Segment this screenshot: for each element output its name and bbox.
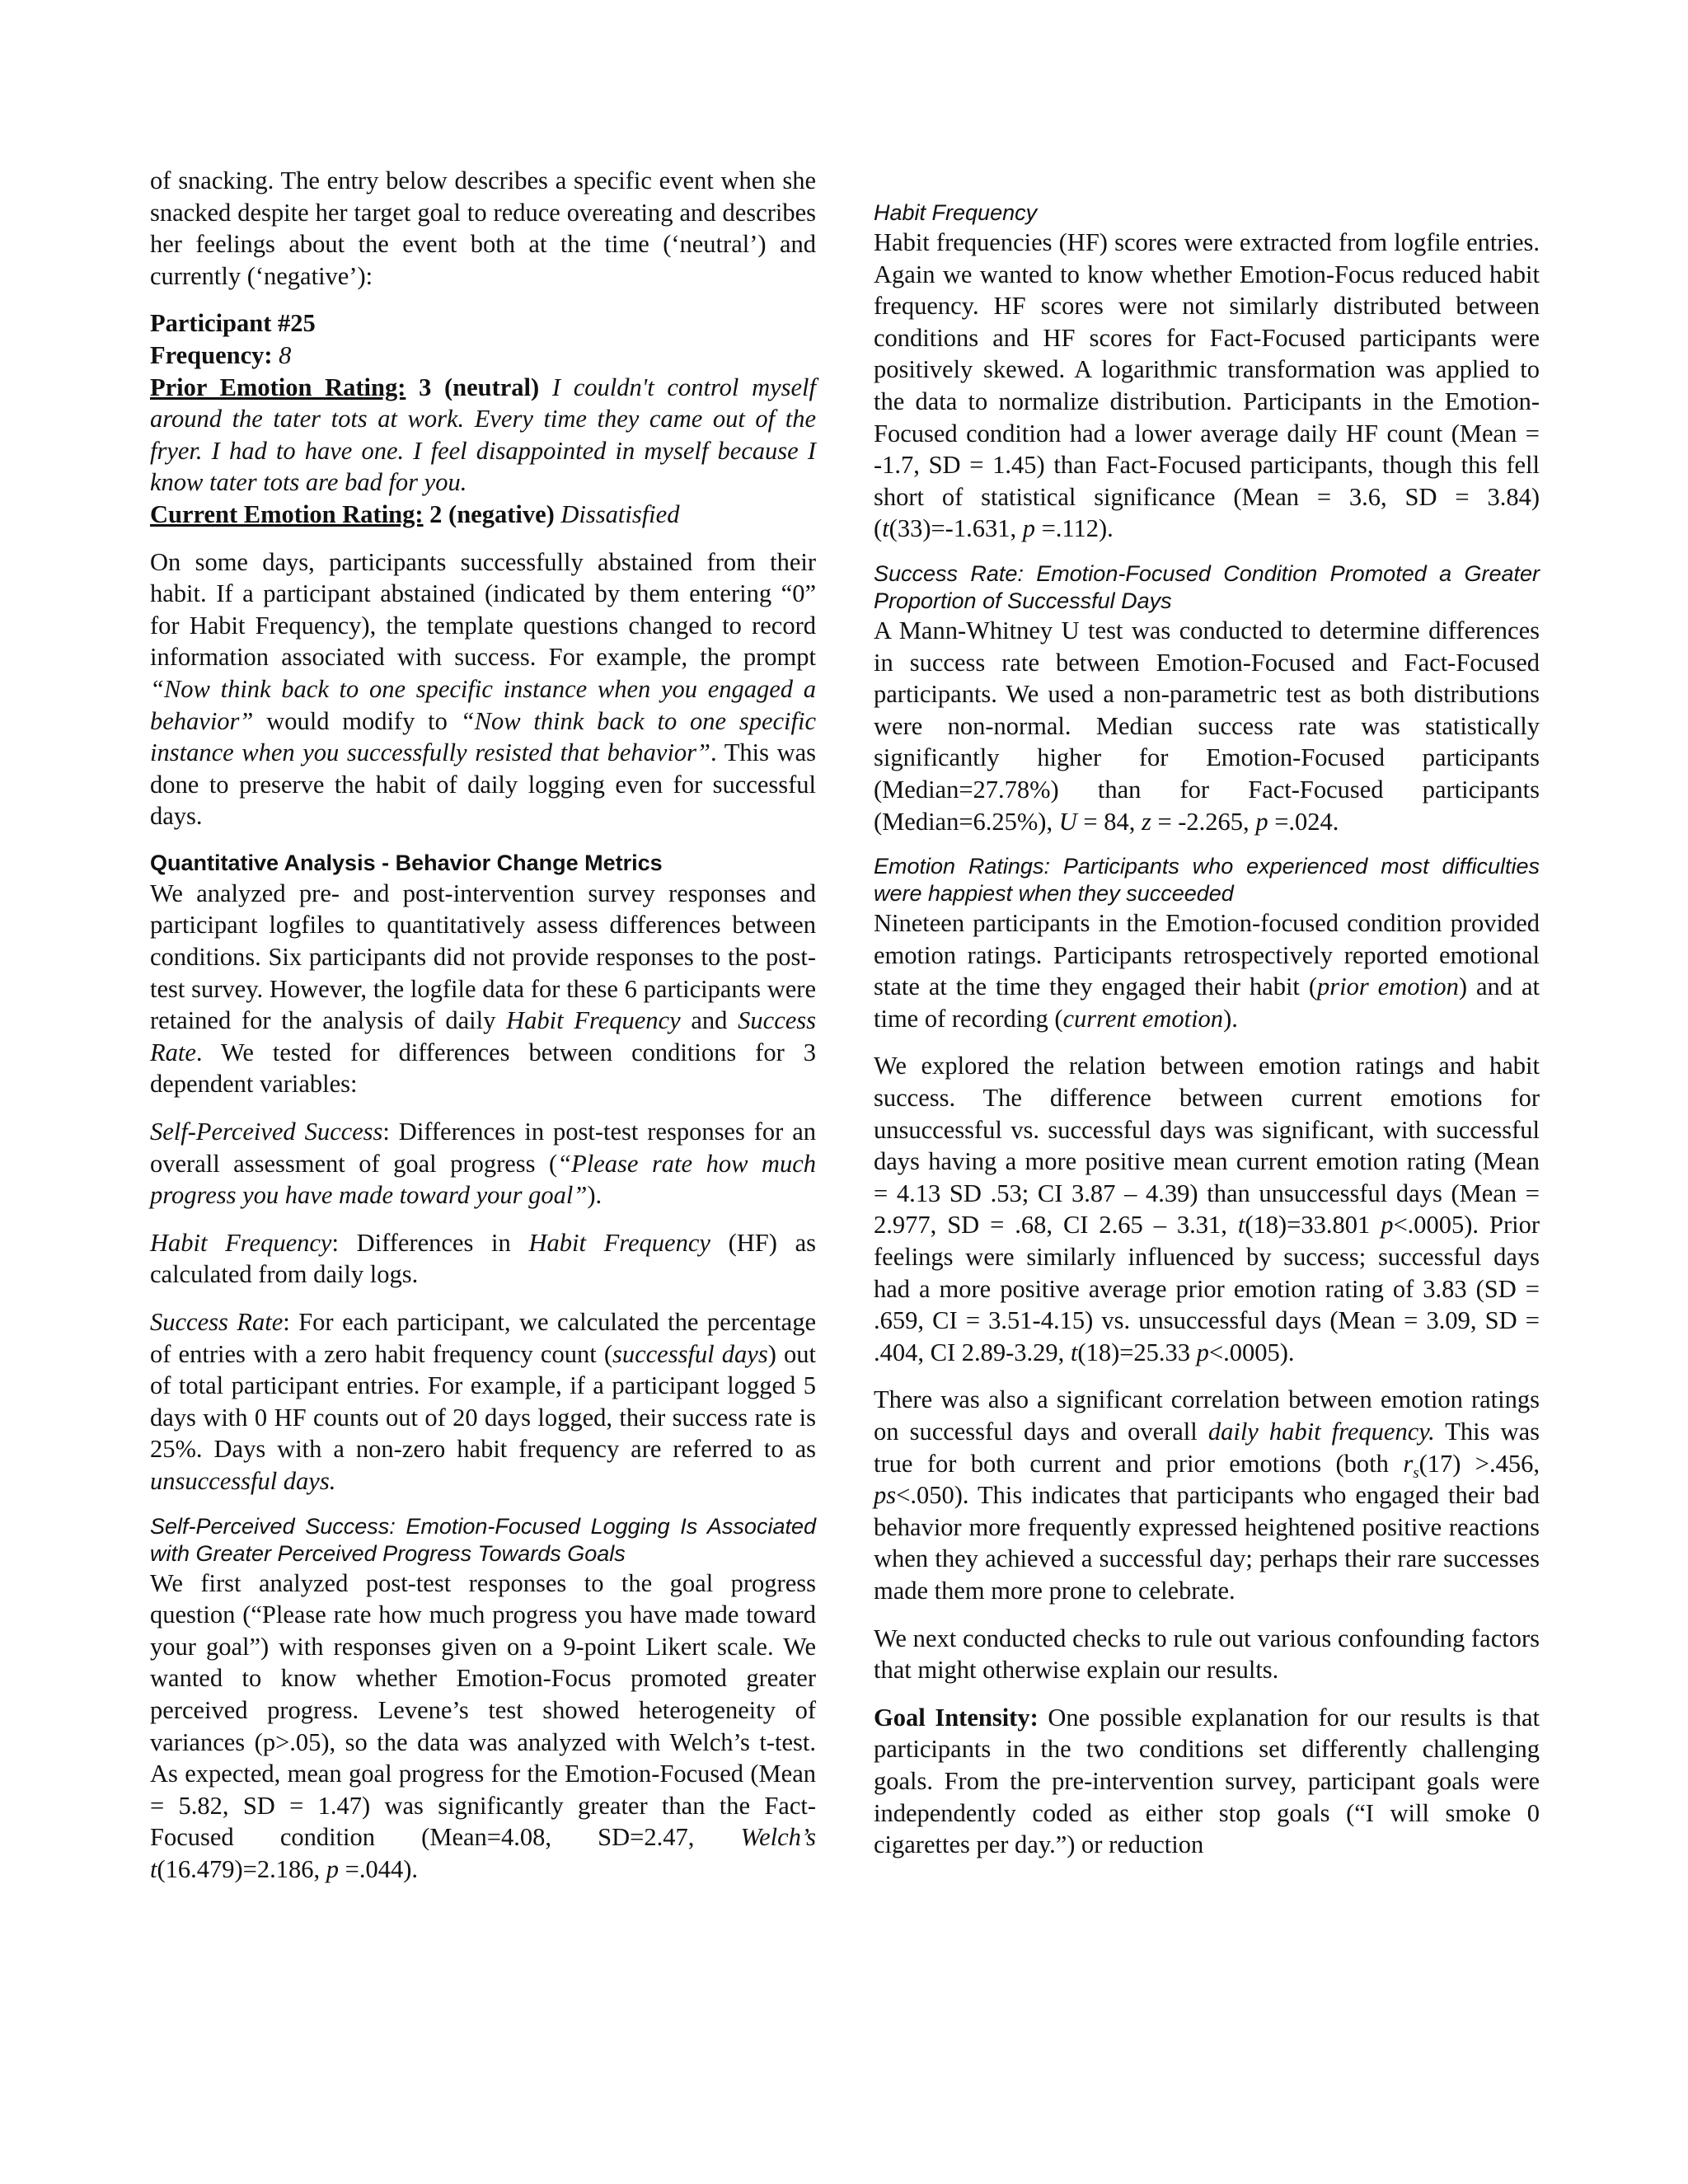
paragraph-abstain: On some days, participants successfully abstained from their habit. If a participant abstained (indicated by them entering “0” for Habit Frequency), the template questions changed to record information associated with success. For example, the prompt “Now think back to one specific instance when you engaged a behavior” would modify to “Now think back to one specific instance when you successfully resisted that behavior”. This was done to preserve the habit of daily logging even for successful days. <box>150 547 816 831</box>
paragraph-emotion-ratings: Nineteen participants in the Emotion-focused condition provided emotion ratings. Participants retrospectively reported emotional state at the time they engaged their habit (prior emotion) and at time of recording (current emotion). <box>874 909 1540 1033</box>
paragraph-success-rate: A Mann-Whitney U test was conducted to determine differences in success rate between Emotion-Focused and Fact-Focused participants. We used a non-parametric test as both distributions were non-normal. Median success rate was statistically significantly higher for Emotion-Focused participants (Median=27.78%) than for Fact-Focused participants (Median=6.25%), U = 84, z = -2.265, p =.024. <box>874 616 1540 836</box>
paragraph-intro: of snacking. The entry below describes a specific event when she snacked despite her target goal to reduce overeating and describes her feelings about the event both at the time (‘neutral’) and currently (‘negative’): <box>150 166 816 290</box>
definition-success-rate: Success Rate: For each participant, we calculated the percentage of entries with a zero habit frequency count (successful days) out of total participant entries. For example, if a participant logged 5 days with 0 HF counts out of 20 days logged, their success rate is 25%. Days with a non-zero habit frequency are referred to as unsuccessful days. <box>150 1308 816 1495</box>
paragraph-emotion-relation: We explored the relation between emotion ratings and habit success. The difference between current emotions for unsuccessful vs. successful days was significant, with successful days having a more positive mean current emotion rating (Mean = 4.13 SD .53; CI 3.87 – 4.39) than unsuccessful days (Mean = 2.977, SD = .68, CI 2.65 – 3.31, t(18)=33.801 p<.0005). Prior feelings were similarly influenced by success; successful days had a more positive average prior emotion rating of 3.83 (SD = .659, CI = 3.51-4.15) vs. unsuccessful days (Mean = 3.09, SD = .404, CI 2.89-3.29, t(18)=25.33 p<.0005). <box>874 1052 1540 1366</box>
definition-self-perceived-success: Self-Perceived Success: Differences in post-test responses for an overall assessment of goal progress (“Please rate how much progress you have made toward your goal”). <box>150 1118 816 1210</box>
current-emotion-rating: Current Emotion Rating: 2 (negative) Dissatisfied <box>150 499 680 528</box>
section-heading-quantitative: Quantitative Analysis - Behavior Change Metrics <box>150 850 663 875</box>
paragraph-self-perceived-success: We first analyzed post-test responses to the goal progress question (“Please rate how much progress you have made toward your goal”) with responses given on a 9-point Likert scale. We wanted to know whether Emotion-Focus promoted greater perceived progress. Levene’s test showed heterogeneity of variances (p>.05), so the data was analyzed with Welch’s t-test. As expected, mean goal progress for the Emotion-Focused (Mean = 5.82, SD = 1.47) was significantly greater than the Fact-Focused condition (Mean=4.08, SD=2.47, Welch’s t(16.479)=2.186, p =.044). <box>150 1568 817 1883</box>
participant-entry <box>150 307 816 530</box>
paragraph-habit-frequency: Habit frequencies (HF) scores were extracted from logfile entries. Again we wanted to know whether Emotion-Focus reduced habit frequency. HF scores were not similarly distributed between conditions and HF scores for Fact-Focused participants were positively skewed. A logarithmic transformation was applied to the data to normalize distribution. Participants in the Emotion-Focused condition had a lower average daily HF count (Mean = -1.7, SD = 1.45) than Fact-Focused participants, though this fell short of statistical significance (Mean = 3.6, SD = 3.84) (t(33)=-1.631, p =.112). <box>874 228 1540 543</box>
right-column <box>874 199 1540 1877</box>
prior-emotion-rating: Prior Emotion Rating: 3 (neutral) I couldn't control myself around the tater tots at work. Every time they came out of the fryer. I had to have one. I feel disappointed in myself because I know tater tots are bad for you. <box>150 373 817 497</box>
subheading-habit-frequency: Habit Frequency <box>874 200 1038 225</box>
subheading-success-rate: Success Rate: Emotion-Focused Condition Promoted a Greater Proportion of Successful Days <box>874 560 1540 613</box>
definition-habit-frequency: Habit Frequency: Differences in Habit Frequency (HF) as calculated from daily logs. <box>150 1228 817 1289</box>
participant-id: Participant #25 <box>150 309 316 338</box>
left-column <box>150 165 816 1901</box>
paragraph-quantitative: We analyzed pre- and post-intervention survey responses and participant logfiles to quantitatively assess differences between conditions. Six participants did not provide responses to the post-test survey. However, the logfile data for these 6 participants were retained for the analysis of daily Habit Frequency and Success Rate. We tested for differences between conditions for 3 dependent variables: <box>150 879 817 1099</box>
paragraph-correlation: There was also a significant correlation between emotion ratings on successful days and overall daily habit frequency. This was true for both current and prior emotions (both $r_s(17) >.456$, ps<.050). This indicates that participants who engaged their bad behavior more frequently expressed heightened positive reactions when they achieved a successful day; perhaps their rare successes made them more prone to celebrate. <box>874 1385 1540 1605</box>
paragraph-checks: We next conducted checks to rule out various confounding factors that might otherwise explain our results. <box>874 1624 1540 1685</box>
paragraph-goal-intensity: Goal Intensity: One possible explanation for our results is that participants in the two conditions set differently challenging goals. From the pre-intervention survey, participant goals were independently coded as either stop goals (“I will smoke 0 cigarettes per day.”) or reduction <box>874 1703 1540 1859</box>
participant-frequency: Frequency: 8 <box>150 340 292 369</box>
subheading-emotion-ratings: Emotion Ratings: Participants who experienced most difficulties were happiest when they succeeded <box>874 854 1540 907</box>
subheading-self-perceived-success: Self-Perceived Success: Emotion-Focused Logging Is Associated with Greater Perceived Progress Towards Goals <box>150 1513 816 1566</box>
